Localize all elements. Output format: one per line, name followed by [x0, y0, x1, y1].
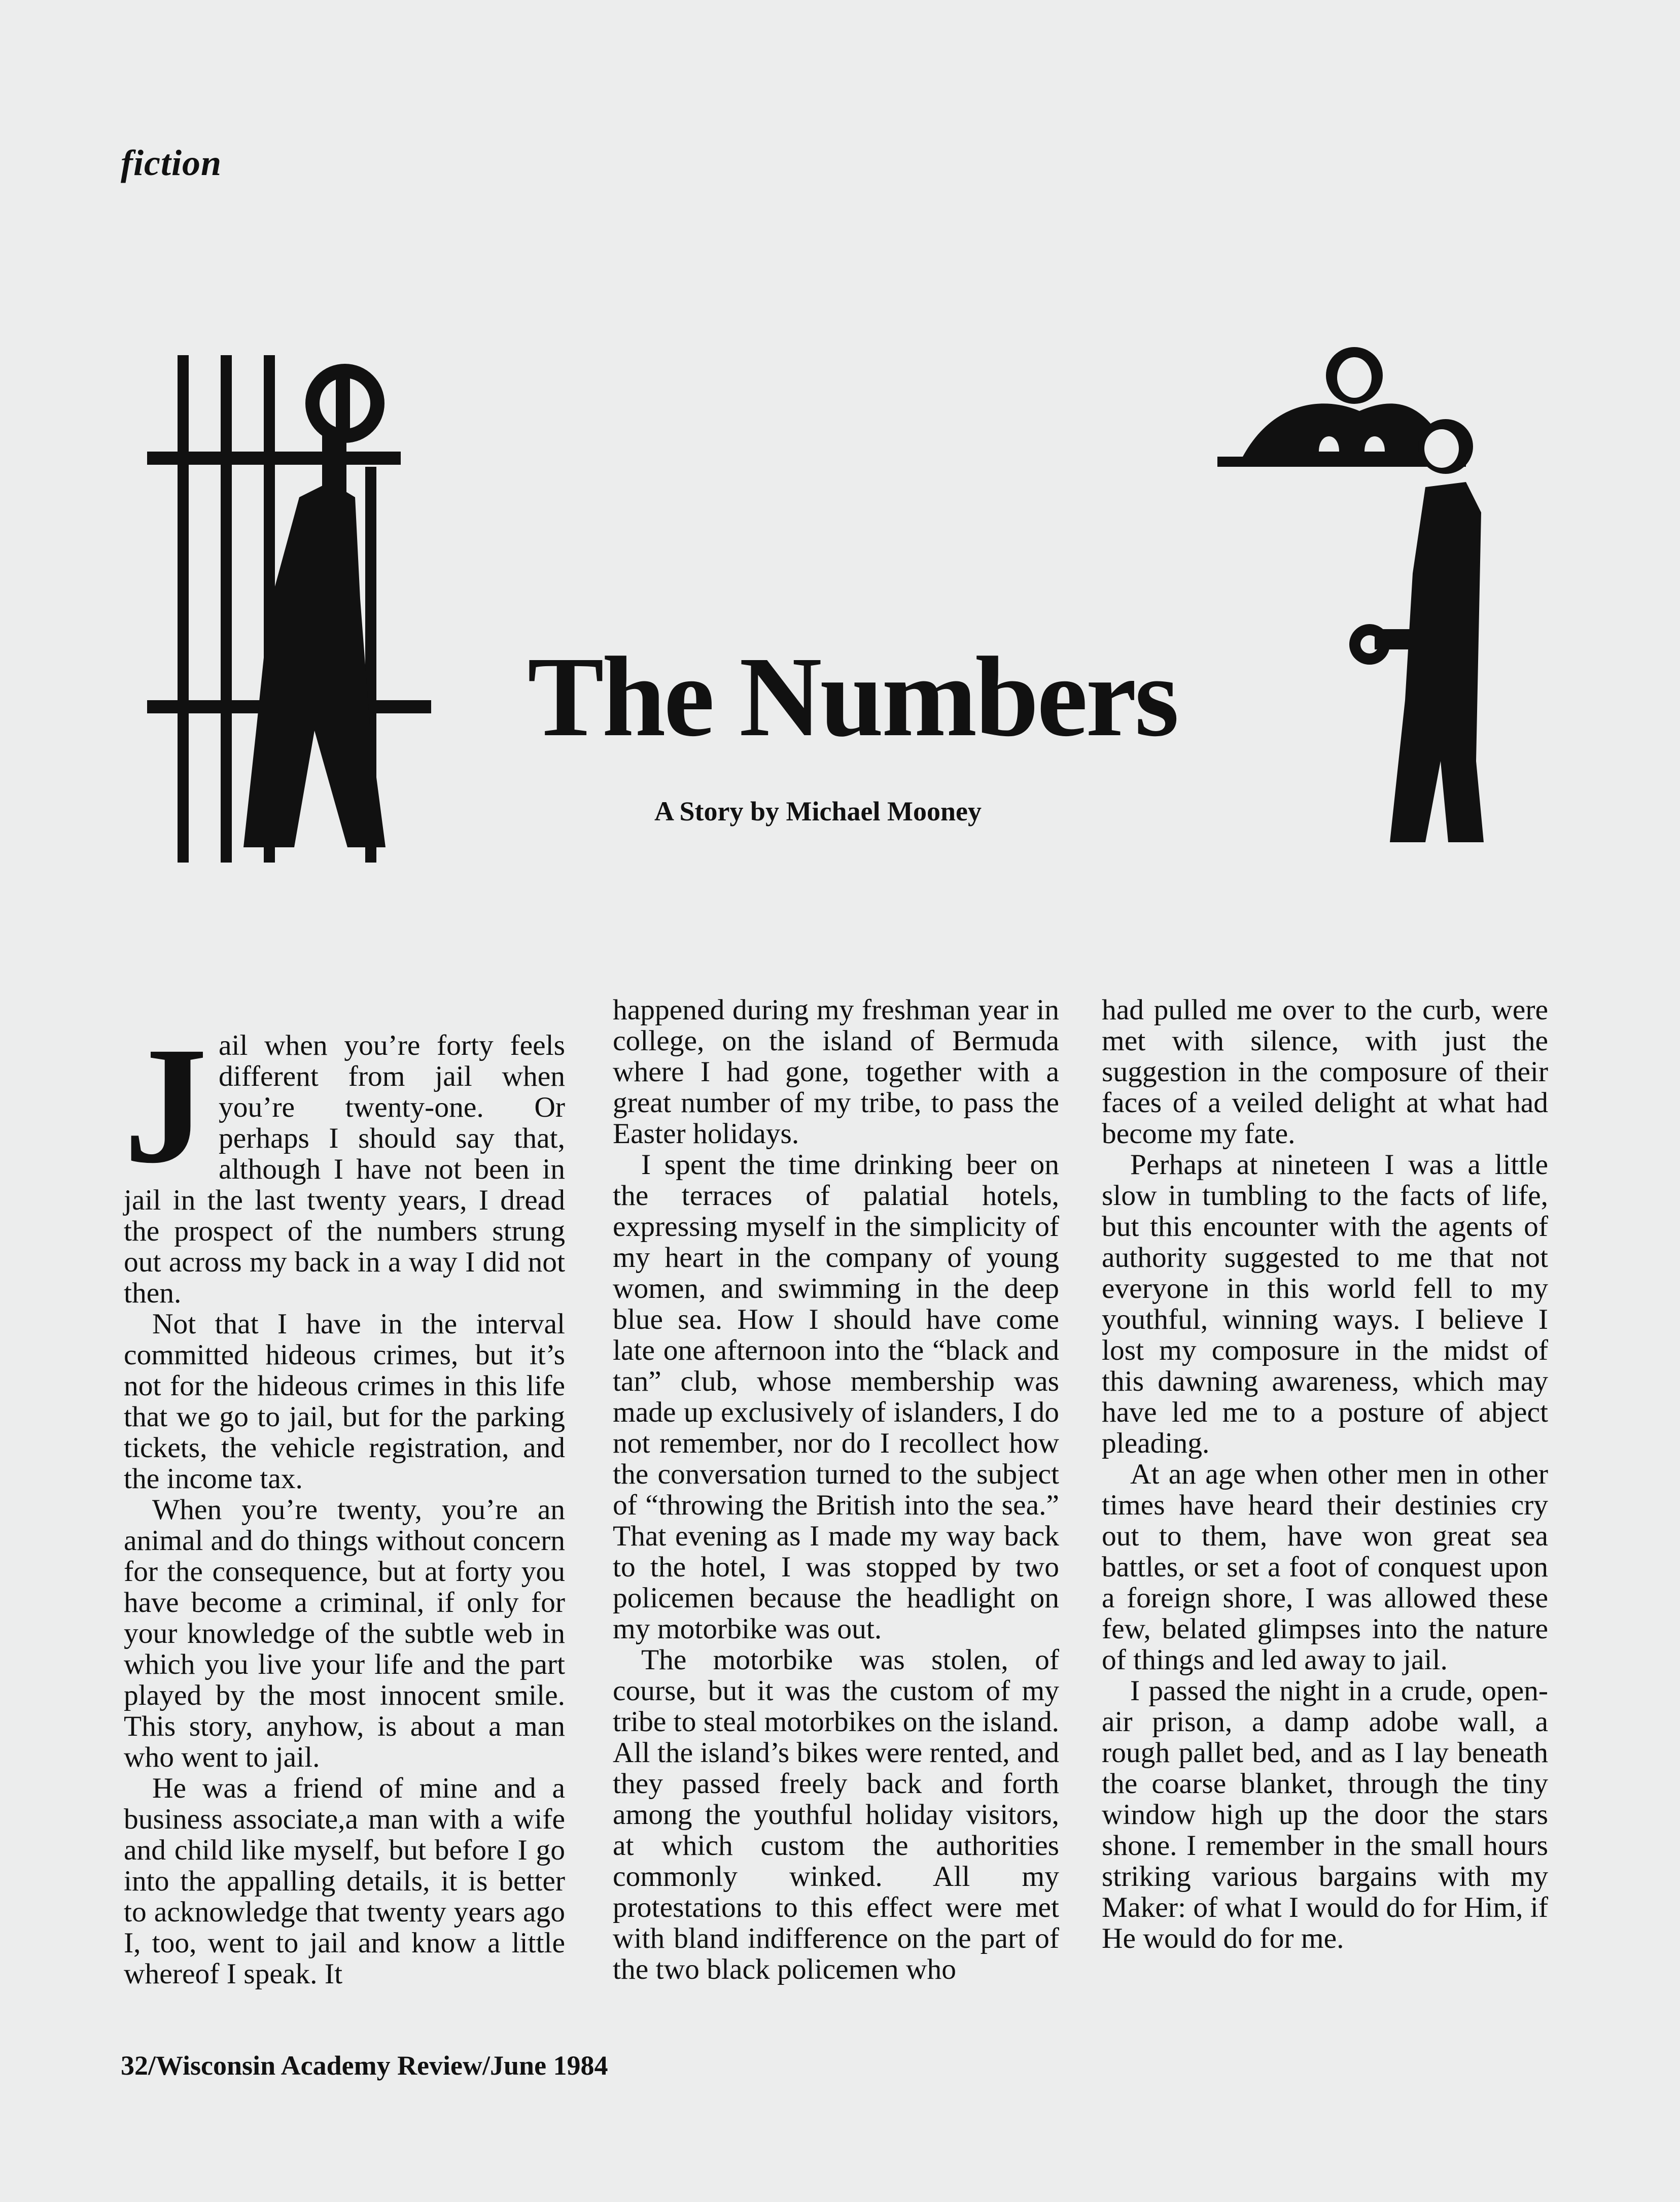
paragraph: When you’re twenty, you’re an animal and do things without concern for the consequence, but at forty you have become a criminal, if only for your knowledge of the subtle web in which you live your life and the part played by the most innocent smile. This story, anyhow, is about a man who went to jail.: [124, 1494, 565, 1773]
paragraph: The motorbike was stolen, of course, but it was the custom of my tribe to steal motorbikes on the island. All the island’s bikes were rented, and they passed freely back and forth among the youthful holiday visitors, at which custom the authorities commonly winked. All my protestations to this effect were met with bland indifference on the part of the two black policemen who: [613, 1644, 1059, 1985]
article-title: The Numbers: [528, 633, 1177, 760]
paragraph: happened during my freshman year in college, on the island of Bermuda where I had gone, together with a great number of my tribe, to pass the Easter holidays.: [613, 994, 1059, 1150]
text-column-3: [1102, 994, 1548, 1954]
paragraph: had pulled me over to the curb, were met with silence, with just the suggestion in the composure of their faces of a veiled delight at what had become my fate.: [1102, 994, 1548, 1150]
drop-cap: J: [124, 1013, 207, 1198]
text-column-2: [613, 994, 1059, 1985]
page-folio: 32/Wisconsin Academy Review/June 1984: [121, 2050, 608, 2081]
text-column-1: [124, 1013, 565, 1990]
paragraph-text: ail when you’re forty feels different from jail when you’re twenty-one. Or perhaps I should say that, although I have not been in jail in the last twenty years, I dread the prospect of the numbers strung out across my back in a way I did not then.: [124, 1029, 565, 1309]
paragraph: I spent the time drinking beer on the terraces of palatial hotels, expressing myself in the simplicity of my heart in the company of young women, and swimming in the deep blue sea. How I should have come late one afternoon into the “black and tan” club, whose membership was made up exclusively of islanders, I do not remember, nor do I recollect how the conversation turned to the subject of “throwing the British into the sea.” That evening as I made my way back to the hotel, I was stopped by two policemen because the headlight on my motorbike was out.: [613, 1149, 1059, 1645]
prisoner-behind-bars-illustration: [147, 345, 431, 863]
paragraph: [124, 1013, 565, 1309]
figure-carrying-platform-illustration: [1212, 345, 1496, 852]
paragraph: Perhaps at nineteen I was a little slow in tumbling to the facts of life, but this encounter with the agents of authority suggested to me that not everyone in this world fell to my youthful, winning ways. I believe I lost my composure in the midst of this dawning awareness, which may have led me to a posture of abject pleading.: [1102, 1149, 1548, 1459]
section-label: fiction: [121, 143, 222, 183]
article-byline: A Story by Michael Mooney: [654, 796, 982, 827]
paragraph: Not that I have in the interval committed hideous crimes, but it’s not for the hideous crimes in this life that we go to jail, but for the parking tickets, the vehicle registration, and the income tax.: [124, 1308, 565, 1495]
paragraph: At an age when other men in other times have heard their destinies cry out to them, have won great sea battles, or set a foot of conquest upon a foreign shore, I was allowed these few, belated glimpses into the nature of things and led away to jail.: [1102, 1458, 1548, 1676]
paragraph: I passed the night in a crude, open-air prison, a damp adobe wall, a rough pallet bed, and as I lay beneath the coarse blanket, through the tiny window high up the door the stars shone. I remember in the small hours striking various bargains with my Maker: of what I would do for Him, if He would do for me.: [1102, 1675, 1548, 1954]
paragraph: He was a friend of mine and a business associate,a man with a wife and child like myself, but before I go into the appalling details, it is better to acknowledge that twenty years ago I, too, went to jail and know a little whereof I speak. It: [124, 1772, 565, 1990]
